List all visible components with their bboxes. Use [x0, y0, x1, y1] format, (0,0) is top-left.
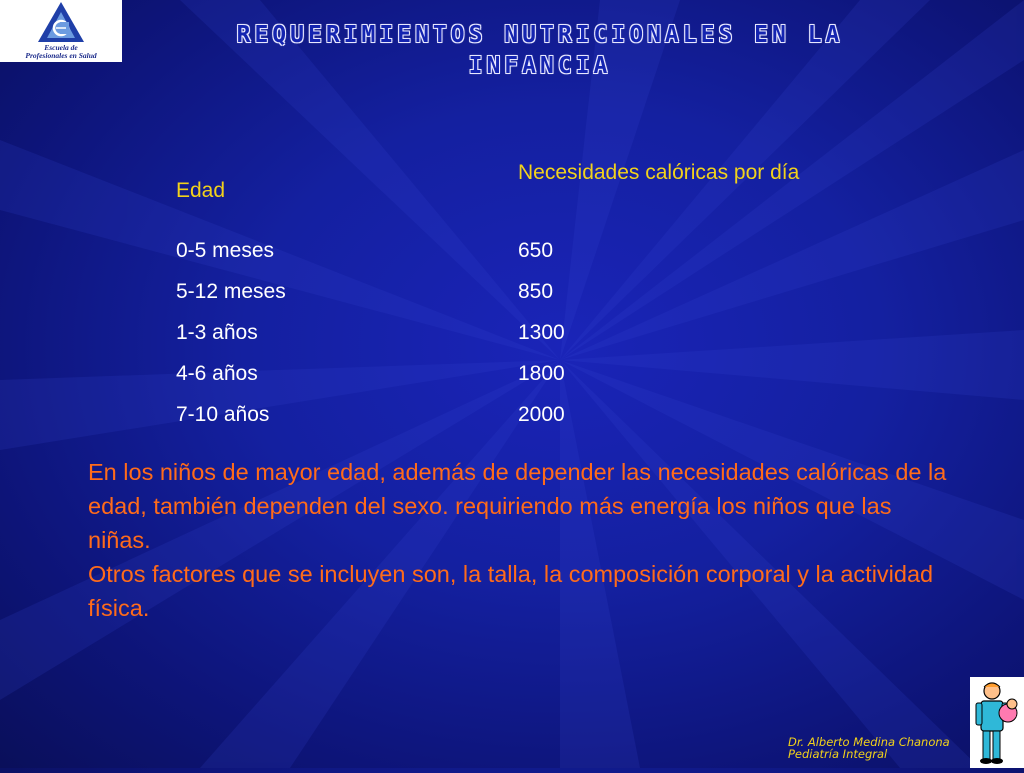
cell-age: 4-6 años [176, 362, 258, 385]
cell-age: 1-3 años [176, 321, 258, 344]
explanation-paragraph [88, 455, 958, 625]
table-row [176, 317, 856, 358]
table-row [176, 358, 856, 399]
cell-calories: 1300 [518, 321, 565, 344]
cell-calories: 2000 [518, 403, 565, 426]
table-header-row [176, 155, 856, 235]
logo-line-2: Profesionales en Salud [25, 51, 97, 60]
school-logo-icon [0, 0, 122, 46]
cell-calories: 650 [518, 239, 554, 262]
paragraph-line-2: Otros factores que se incluyen son, la talla, la composición corporal y la actividad física. [88, 561, 934, 621]
footer-credit [788, 736, 950, 760]
slide-title: REQUERIMIENTOS NUTRICIONALES EN LA INFANCIA [236, 22, 844, 79]
cell-calories: 850 [518, 280, 554, 303]
table-row [176, 399, 856, 440]
school-logo [0, 0, 122, 62]
nutrition-table [176, 155, 856, 440]
cell-age: 7-10 años [176, 403, 270, 426]
clipart-box [970, 677, 1024, 768]
logo-line-1: Escuela de [44, 43, 78, 52]
header-age: Edad [176, 179, 226, 202]
cell-age: 0-5 meses [176, 239, 275, 262]
footer-subject: Pediatría Integral [788, 747, 888, 761]
logo-text [0, 44, 122, 60]
header-calories: Necesidades calóricas por día [518, 161, 800, 184]
table-row [176, 276, 856, 317]
cell-calories: 1800 [518, 362, 565, 385]
paragraph-line-1: En los niños de mayor edad, además de depender las necesidades calóricas de la edad, también dependen del sexo. requiriendo más energía los niños que las niñas. [88, 459, 947, 553]
footer-author: Dr. Alberto Medina Chanona [788, 735, 950, 749]
doctor-with-baby-icon [970, 677, 1024, 768]
cell-age: 5-12 meses [176, 280, 286, 303]
table-row [176, 235, 856, 276]
